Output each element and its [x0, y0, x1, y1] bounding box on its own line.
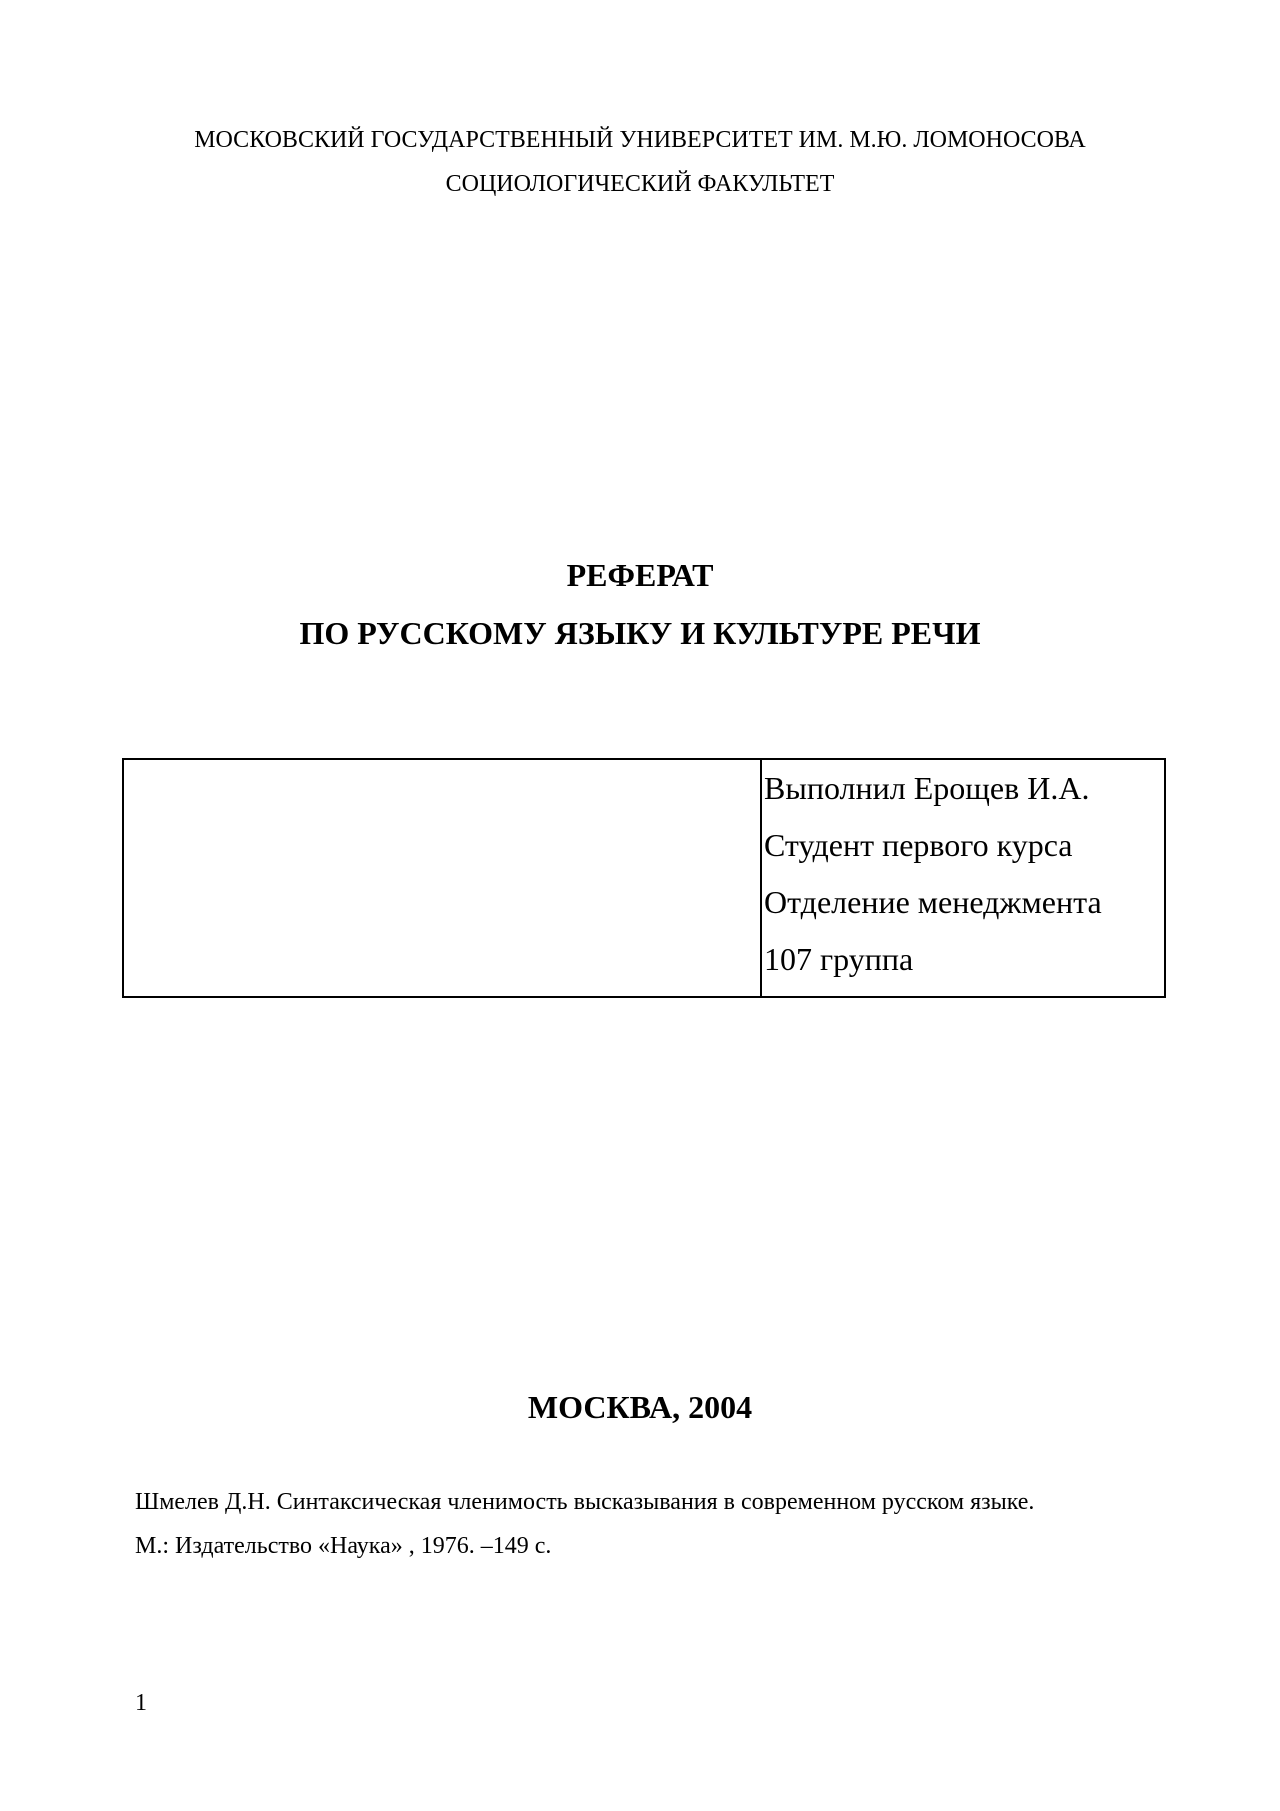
- institution-header: [0, 118, 1280, 206]
- author-name: Выполнил Ерощев И.А.: [764, 770, 1090, 806]
- author-table-empty-cell: [124, 760, 762, 996]
- author-course: Студент первого курса: [764, 827, 1073, 863]
- author-group: 107 группа: [764, 941, 914, 977]
- university-name: МОСКОВСКИЙ ГОСУДАРСТВЕННЫЙ УНИВЕРСИТЕТ ИМ. М.Ю. ЛОМОНОСОВА: [194, 127, 1086, 153]
- title-line-1: РЕФЕРАТ: [566, 557, 714, 593]
- faculty-name: СОЦИОЛОГИЧЕСКИЙ ФАКУЛЬТЕТ: [445, 171, 835, 197]
- reference-line-2: М.: Издательство «Наука» , 1976. –149 с.: [135, 1533, 552, 1559]
- bibliography-reference: [135, 1480, 1034, 1568]
- author-department: Отделение менеджмента: [764, 884, 1102, 920]
- page-number: 1: [135, 1690, 147, 1716]
- author-info-table: [122, 758, 1166, 998]
- author-details-cell: [762, 760, 1164, 996]
- document-title: [0, 546, 1280, 662]
- title-line-2: ПО РУССКОМУ ЯЗЫКУ И КУЛЬТУРЕ РЕЧИ: [299, 615, 981, 651]
- reference-line-1: Шмелев Д.Н. Синтаксическая членимость высказывания в современном русском языке.: [135, 1489, 1035, 1515]
- city-year: МОСКВА, 2004: [527, 1389, 753, 1425]
